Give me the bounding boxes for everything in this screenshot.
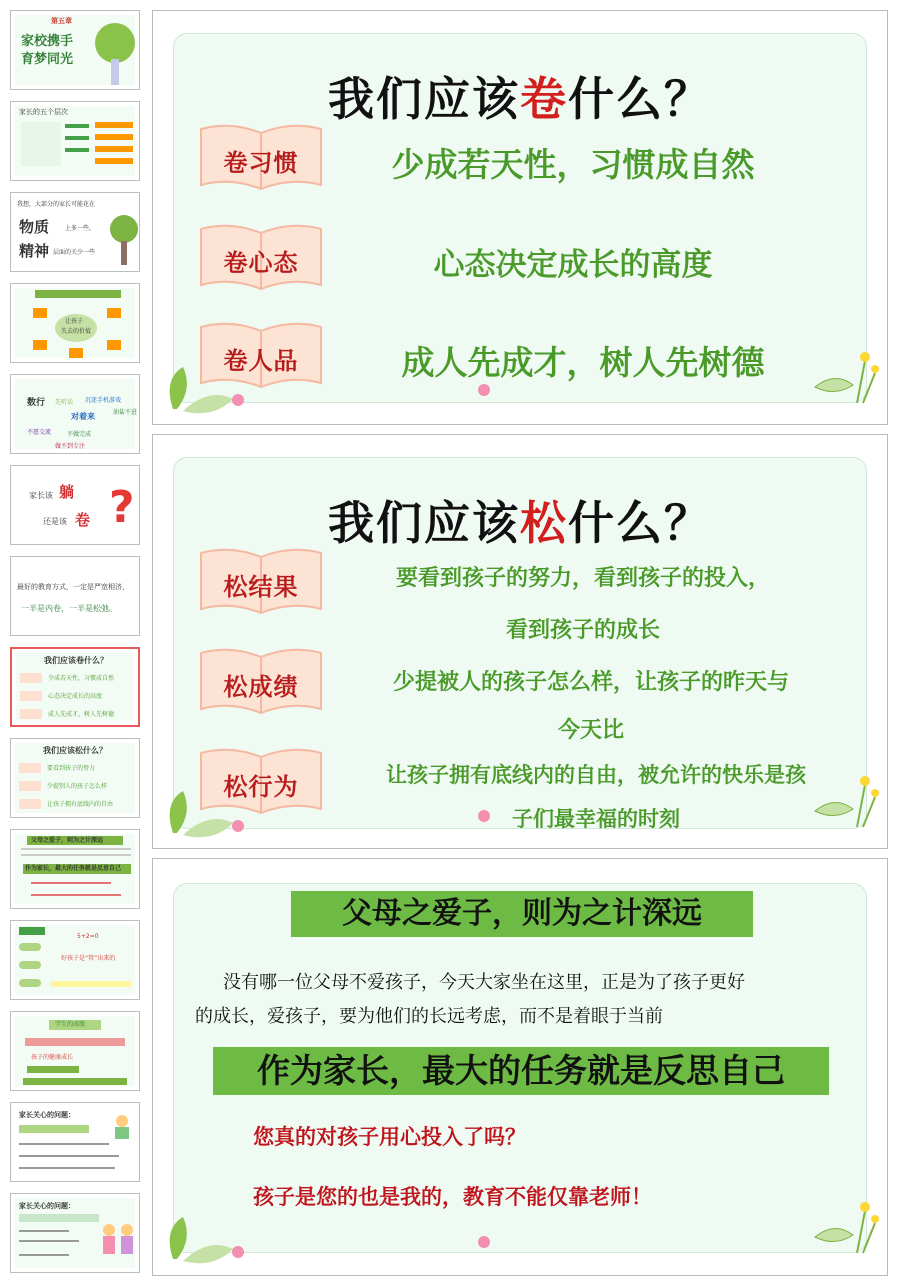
paragraph-line2: 的成长，爱孩子，要为他们的长远考虑，而不是着眼于当前 bbox=[195, 1006, 663, 1027]
thumbnail-9[interactable] bbox=[10, 738, 140, 818]
thumb-text: 沉迷手机游戏 bbox=[85, 397, 122, 404]
slide-title: 我们应该卷什么？ bbox=[328, 72, 712, 126]
tree-icon bbox=[93, 21, 137, 87]
thumbnail-6[interactable] bbox=[10, 465, 140, 545]
thumb-text: 躺 bbox=[59, 483, 75, 501]
flower-icon bbox=[477, 383, 491, 397]
paragraph-line1: 没有哪一位父母不爱孩子，今天大家坐在这里，正是为了孩子更好 bbox=[223, 972, 745, 993]
slide-relax-what bbox=[152, 434, 888, 849]
thumb-text: 让孩子 bbox=[65, 318, 84, 325]
thumb-text: 我们应该卷什么？ bbox=[44, 656, 108, 665]
flower-icon bbox=[231, 393, 245, 407]
flower-icon bbox=[477, 1235, 491, 1249]
thumb-text: 少提别人的孩子怎么样 bbox=[47, 783, 108, 790]
thumb-text: 对着来 bbox=[71, 412, 95, 421]
flower-icon bbox=[477, 809, 491, 823]
thumbnail-13[interactable] bbox=[10, 1102, 140, 1182]
thumb-text: 心态决定成长的高度 bbox=[48, 693, 103, 700]
flower-plant-icon bbox=[805, 347, 883, 407]
banner-key-task: 作为家长，最大的任务就是反思自己 bbox=[213, 1047, 829, 1095]
row-text-line2: 今天比 bbox=[557, 717, 624, 743]
slide-title: 我们应该松什么？ bbox=[328, 496, 712, 550]
banner-quote: 父母之爱子，则为之计深远 bbox=[291, 891, 753, 937]
thumb-text: 要看到孩子的努力 bbox=[47, 765, 96, 772]
row-text-line2: 看到孩子的成长 bbox=[505, 617, 660, 643]
row-text: 少成若天性，习惯成自然 bbox=[391, 145, 755, 184]
thumb-text: 家长关心的问题： bbox=[19, 1111, 75, 1119]
thumb-text: 我们应该松什么？ bbox=[43, 746, 107, 755]
slide-thumbnail-sidebar bbox=[0, 0, 150, 1286]
thumbnail-8-selected[interactable] bbox=[10, 647, 140, 727]
thumb-text: 第五章 bbox=[51, 17, 72, 25]
thumbnail-3[interactable] bbox=[10, 192, 140, 272]
thumb-text: 不愿交流 bbox=[27, 429, 52, 436]
child-reading-icon bbox=[111, 1113, 133, 1141]
book-label-text: 松结果 bbox=[223, 572, 299, 601]
thumbnail-7[interactable] bbox=[10, 556, 140, 636]
flower-plant-icon bbox=[805, 771, 883, 831]
thumb-text: 数行 bbox=[27, 398, 46, 408]
book-label-text: 卷心态 bbox=[223, 248, 299, 277]
row-text-line1: 要看到孩子的努力，看到孩子的投入， bbox=[395, 565, 770, 591]
thumbnail-2[interactable] bbox=[10, 101, 140, 181]
thumb-text: 家长的五个层次 bbox=[19, 108, 68, 116]
row-text: 成人先成才，树人先树德 bbox=[401, 343, 765, 382]
thumb-text: 失去的价值 bbox=[61, 328, 92, 335]
thumb-text: 油盐不进 bbox=[113, 409, 138, 416]
thumb-text: 精神 bbox=[19, 242, 50, 260]
thumb-text: 做不到专注 bbox=[55, 443, 86, 450]
thumb-text: 还是该 bbox=[43, 517, 67, 526]
flower-icon bbox=[231, 819, 245, 833]
thumb-text: 最好的教育方式，一定是严宽相济， bbox=[17, 583, 129, 591]
book-label-text: 松行为 bbox=[223, 772, 299, 801]
thumb-text: 家长关心的问题： bbox=[19, 1202, 75, 1210]
tree-icon bbox=[109, 211, 139, 267]
book-label-grades bbox=[197, 647, 325, 717]
thumb-text: 上多一些， bbox=[65, 225, 96, 232]
thumbnail-11[interactable] bbox=[10, 920, 140, 1000]
thumbnail-5[interactable] bbox=[10, 374, 140, 454]
slide-parents-love bbox=[152, 858, 888, 1276]
thumb-text: 让孩子拥有底线内的自由 bbox=[47, 801, 114, 808]
book-label-mindset bbox=[197, 223, 325, 293]
thumb-text: 家校携手 bbox=[21, 34, 74, 49]
question-text: 您真的对孩子用心投入了吗？ bbox=[253, 1124, 526, 1149]
thumb-text: 成人先成才，树人先树德 bbox=[48, 711, 115, 718]
thumb-text: 孩子的健康成长 bbox=[31, 1054, 74, 1061]
book-label-text: 卷习惯 bbox=[223, 148, 299, 177]
book-label-text: 松成绩 bbox=[223, 672, 299, 701]
thumb-text: 父母之爱子，则为之计深远 bbox=[31, 837, 104, 844]
thumb-text: 物质 bbox=[19, 218, 50, 236]
thumb-text: 5+2=0 bbox=[77, 933, 99, 940]
row-text: 心态决定成长的高度 bbox=[433, 247, 713, 283]
statement-text: 孩子是您的也是我的，教育不能仅靠老师！ bbox=[253, 1184, 652, 1209]
row-text-line1: 让孩子拥有底线内的自由，被允许的快乐是孩 bbox=[386, 762, 806, 787]
thumbnail-10[interactable] bbox=[10, 829, 140, 909]
book-label-text: 卷人品 bbox=[223, 346, 299, 375]
thumb-text: 卷 bbox=[75, 511, 91, 529]
thumb-text: 育梦同光 bbox=[21, 52, 74, 67]
thumb-text: 好孩子是“管”出来的 bbox=[61, 955, 116, 962]
book-label-habit bbox=[197, 123, 325, 193]
thumbnail-14[interactable] bbox=[10, 1193, 140, 1273]
book-label-results bbox=[197, 547, 325, 617]
thumb-text: 家长该 bbox=[29, 491, 53, 500]
slide-roll-what bbox=[152, 10, 888, 425]
thumbnail-12[interactable] bbox=[10, 1011, 140, 1091]
thumb-text: 少成若天性，习惯成自然 bbox=[48, 675, 115, 682]
thumb-text: 学生的成绩 bbox=[55, 1021, 86, 1028]
thumbnail-1[interactable] bbox=[10, 10, 140, 90]
thumb-text: 层面的关少一些 bbox=[53, 249, 96, 256]
flower-icon bbox=[231, 1245, 245, 1259]
thumb-text: 我想，大部分的家长可能花在 bbox=[17, 201, 96, 208]
flower-plant-icon bbox=[805, 1197, 883, 1257]
thumb-text: 不做完成 bbox=[67, 431, 92, 438]
thumb-text: 先听话 bbox=[55, 399, 74, 406]
row-text-line1: 少提被人的孩子怎么样，让孩子的昨天与 bbox=[392, 669, 789, 695]
row-text-line2: 子们最幸福的时刻 bbox=[512, 806, 680, 831]
question-mark-icon: ? bbox=[109, 482, 135, 533]
thumbnail-4[interactable] bbox=[10, 283, 140, 363]
thumb-text: 作为家长，最大的任务就是反思自己 bbox=[25, 865, 122, 872]
thumb-text: 一半是内卷，一半是松弛。 bbox=[21, 604, 117, 613]
children-icon bbox=[99, 1220, 137, 1260]
